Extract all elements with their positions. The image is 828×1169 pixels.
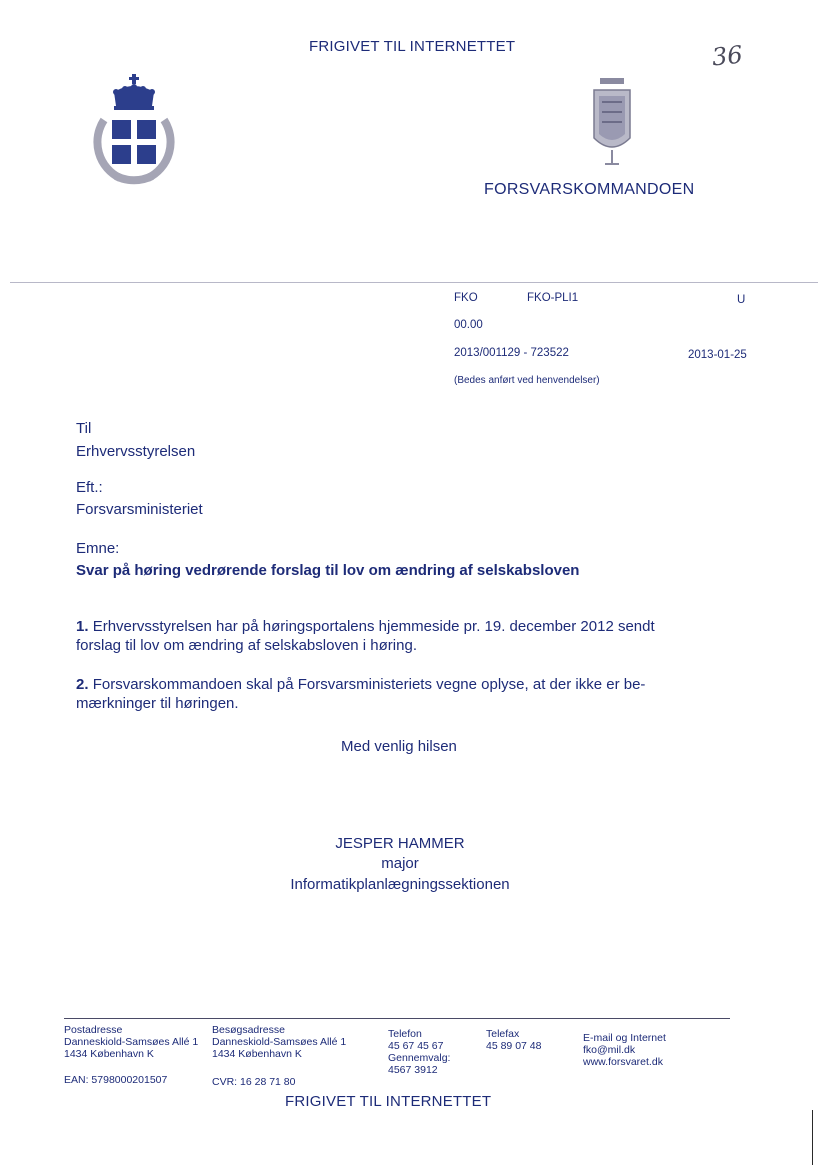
footer-contact <box>583 1032 666 1068</box>
closing-greeting: Med venlig hilsen <box>341 738 457 755</box>
defence-crown-logo <box>86 72 186 192</box>
footer-cvr: CVR: 16 28 71 80 <box>212 1076 296 1088</box>
release-stamp-top: FRIGIVET TIL INTERNETTET <box>309 38 516 55</box>
signature-unit: Informatikplanlægningssektionen <box>290 876 510 893</box>
subject-label: Emne: <box>76 540 120 557</box>
ref-date: 2013-01-25 <box>688 349 747 361</box>
switchboard-label: Gennemvalg: <box>388 1052 451 1064</box>
paragraph-1-number: 1. <box>76 618 89 635</box>
ref-code: 00.00 <box>454 319 483 331</box>
footer-visit-address <box>212 1024 346 1060</box>
phone-label: Telefon <box>388 1028 422 1040</box>
ref-case-number: 2013/001129 - 723522 <box>454 347 569 359</box>
contact-web: www.forsvaret.dk <box>583 1056 663 1068</box>
phone-value: 45 67 45 67 <box>388 1040 444 1052</box>
footer-phone <box>388 1028 450 1076</box>
coat-of-arms-emblem <box>590 78 634 168</box>
switchboard-value: 4567 3912 <box>388 1064 438 1076</box>
signature-name: JESPER HAMMER <box>335 835 465 852</box>
visit-label: Besøgsadresse <box>212 1024 285 1036</box>
paragraph-1-text-line-1: Erhvervsstyrelsen har på høringsportalens hjemmeside pr. 19. december 2012 sendt <box>92 618 655 635</box>
footer-postal-address <box>64 1024 198 1060</box>
ref-section: FKO-PLI1 <box>527 292 579 304</box>
footer-divider <box>64 1018 730 1019</box>
scan-edge-mark <box>812 1110 813 1165</box>
fax-label: Telefax <box>486 1028 520 1040</box>
footer-fax <box>486 1028 541 1052</box>
visit-line-1: Danneskiold-Samsøes Allé 1 <box>212 1036 347 1048</box>
ref-classification: U <box>737 294 746 306</box>
paragraph-1-line-1 <box>76 618 655 635</box>
postal-line-1: Danneskiold-Samsøes Allé 1 <box>64 1036 199 1048</box>
via-recipient: Forsvarsministeriet <box>76 501 203 518</box>
postal-label: Postadresse <box>64 1024 123 1036</box>
paragraph-2-number: 2. <box>76 676 89 693</box>
contact-label: E-mail og Internet <box>583 1032 666 1044</box>
subject-text: Svar på høring vedrørende forslag til lov om ændring af selskabsloven <box>76 562 580 579</box>
release-stamp-bottom: FRIGIVET TIL INTERNETTET <box>285 1093 492 1110</box>
visit-line-2: 1434 København K <box>212 1048 302 1060</box>
ref-note: (Bedes anført ved henvendelser) <box>454 375 600 386</box>
footer-ean: EAN: 5798000201507 <box>64 1074 168 1086</box>
signature-rank: major <box>381 855 419 872</box>
paragraph-2-text-line-2: mærkninger til høringen. <box>76 695 239 712</box>
ref-unit: FKO <box>454 292 478 304</box>
paragraph-1-text-line-2: forslag til lov om ændring af selskabsloven i høring. <box>76 637 417 654</box>
fax-value: 45 89 07 48 <box>486 1040 542 1052</box>
contact-email: fko@mil.dk <box>583 1044 636 1056</box>
organization-name: FORSVARSKOMMANDOEN <box>484 181 695 198</box>
paragraph-2-line-1 <box>76 676 645 693</box>
to-label: Til <box>76 420 92 437</box>
header-divider <box>10 282 818 283</box>
paragraph-2-text-line-1: Forsvarskommandoen skal på Forsvarsministeriets vegne oplyse, at der ikke er be- <box>92 676 646 693</box>
via-label: Eft.: <box>76 479 103 496</box>
handwritten-page-number: 36 <box>710 40 744 72</box>
postal-line-2: 1434 København K <box>64 1048 154 1060</box>
to-recipient: Erhvervsstyrelsen <box>76 443 196 460</box>
